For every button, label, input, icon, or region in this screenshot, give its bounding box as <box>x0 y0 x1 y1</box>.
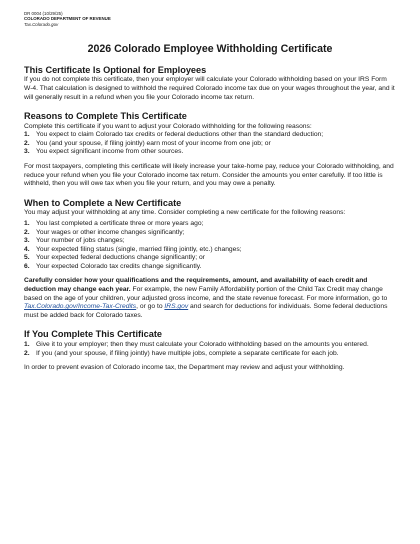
list-item <box>24 220 396 229</box>
list-item <box>24 229 396 238</box>
list-text: You (and your spouse, if filing jointly) earn most of your income from one job; or <box>36 139 271 147</box>
when-list <box>24 220 396 272</box>
if-complete-list <box>24 341 396 358</box>
list-number: 1. <box>24 219 30 227</box>
section-if-complete <box>24 329 396 372</box>
section-when <box>24 198 396 321</box>
list-text: You expect significant income from other sources. <box>36 148 184 156</box>
section-note: For most taxpayers, completing this certificate will likely increase your take-home pay, reduce your Colorado withholding, and reduce your refund when you file your Colorado income tax return. Consider the amounts you enter carefully. If too little is withheld, then you will owe tax when you file your return, and you may owe a penalty. <box>24 163 394 188</box>
caution-paragraph <box>24 277 396 320</box>
list-number: 2. <box>24 349 30 357</box>
form-number: DR 0004 (10/29/25) <box>24 11 63 16</box>
list-text: You last completed a certificate three or more years ago; <box>36 219 204 227</box>
caution-text: For example, the new Family Affordability portion of the Child Tax Credit may change based on the age of your children, your adjusted gross income, and the state revenue forecast. For more information, go to <box>24 286 388 302</box>
caution-emphasis: Carefully consider how your qualifications and the requirements, amount, and availability of each credit and deduction may change each year. <box>24 277 368 294</box>
list-item <box>24 350 396 359</box>
department-name: COLORADO DEPARTMENT OF REVENUE <box>24 16 111 22</box>
section-optional <box>24 65 396 102</box>
list-item <box>24 341 396 350</box>
caution-text: , or go to <box>136 303 165 311</box>
section-body: If you do not complete this certificate, then your employer will calculate your Colorado withholding based on your IRS Form W-4. That calculation is designed to withhold the required Colorado income tax due on your wages throughout the year, and it will generally result in a refund when you file your Colorado income tax return. <box>24 76 395 101</box>
list-text: Your expected Colorado tax credits change significantly. <box>36 262 202 270</box>
list-text: Your expected federal deductions change significantly; or <box>36 254 205 262</box>
list-text: You expect to claim Colorado tax credits or federal deductions other than the standard deduction; <box>36 131 324 139</box>
list-text: If you (and your spouse, if filing jointly) have multiple jobs, complete a separate certificate for each job. <box>36 349 339 357</box>
document-title: 2026 Colorado Employee Withholding Certificate <box>87 42 333 55</box>
irs-link[interactable]: IRS.gov <box>164 303 189 311</box>
section-note: In order to prevent evasion of Colorado income tax, the Department may review and adjust your withholding. <box>24 364 345 372</box>
section-intro: Complete this certificate if you want to adjust your Colorado withholding for the following reasons: <box>24 122 312 130</box>
list-item <box>24 148 396 157</box>
caution-text: and search for deductions for individuals. Some federal deductions must be added back for Colorado taxes. <box>24 303 388 319</box>
list-text: Your number of jobs changes; <box>36 237 125 245</box>
section-heading: Reasons to Complete This Certificate <box>24 111 187 122</box>
list-number: 1. <box>24 340 30 348</box>
list-item <box>24 131 396 140</box>
section-reasons <box>24 111 396 189</box>
list-number: 3. <box>24 237 30 245</box>
department-website: Tax.Colorado.gov <box>24 21 59 27</box>
list-number: 6. <box>24 262 30 270</box>
list-item <box>24 263 396 272</box>
list-number: 2. <box>24 228 30 236</box>
list-item <box>24 237 396 246</box>
list-item <box>24 246 396 255</box>
list-text: Give it to your employer; then they must calculate your Colorado withholding based on the amounts you entered. <box>36 340 369 348</box>
list-number: 4. <box>24 245 30 253</box>
list-text: Your wages or other income changes significantly; <box>36 228 185 236</box>
form-identification <box>24 11 396 27</box>
reasons-list <box>24 131 396 157</box>
list-item <box>24 140 396 149</box>
section-intro: You may adjust your withholding at any time. Consider completing a new certificate for the following reasons: <box>24 209 346 217</box>
list-text: Your expected filing status (single, married filing jointly, etc.) changes; <box>36 245 242 253</box>
list-number: 5. <box>24 254 30 262</box>
list-number: 3. <box>24 148 30 156</box>
list-number: 1. <box>24 131 30 139</box>
list-item <box>24 254 396 263</box>
section-heading: If You Complete This Certificate <box>24 329 163 340</box>
income-tax-credits-link[interactable]: Tax.Colorado.gov/Income-Tax-Credits <box>24 303 137 311</box>
section-heading: This Certificate Is Optional for Employees <box>24 64 207 75</box>
section-heading: When to Complete a New Certificate <box>24 197 182 208</box>
list-number: 2. <box>24 139 30 147</box>
